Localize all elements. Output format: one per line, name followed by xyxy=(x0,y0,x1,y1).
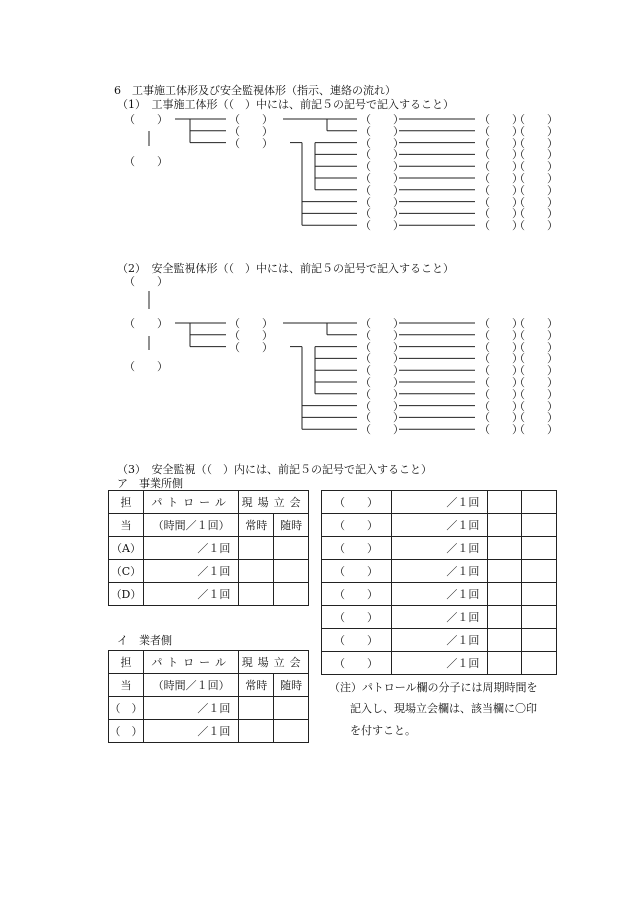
far-paren-box[interactable]: （ ） xyxy=(479,376,523,389)
always-cell[interactable] xyxy=(488,583,522,606)
far-paren-box[interactable]: （ ） xyxy=(479,317,523,330)
right-paren-box[interactable]: （ ） xyxy=(360,136,404,150)
always-cell[interactable] xyxy=(239,720,274,743)
far-paren-box[interactable]: （ ） xyxy=(514,317,558,330)
patrol-cell[interactable]: ／１回 xyxy=(143,560,238,583)
far-paren-box[interactable]: （ ） xyxy=(479,423,523,437)
always-cell[interactable] xyxy=(239,537,274,560)
table-row xyxy=(109,583,309,606)
always-cell[interactable] xyxy=(239,697,274,720)
patrol-cell[interactable]: ／１回 xyxy=(391,560,488,583)
right-paren-box[interactable]: （ ） xyxy=(360,195,404,209)
role-paren-cell[interactable]: （ ） xyxy=(322,491,392,514)
contractor-side-label: イ 業者側 xyxy=(117,634,172,647)
table-row xyxy=(322,491,557,514)
far-paren-box[interactable]: （ ） xyxy=(479,124,523,138)
patrol-cell[interactable]: ／１回 xyxy=(391,652,488,675)
far-paren-box[interactable]: （ ） xyxy=(479,148,523,162)
always-cell[interactable] xyxy=(488,537,522,560)
table-row xyxy=(109,491,309,514)
far-paren-box[interactable]: （ ） xyxy=(479,195,523,209)
middle-paren-box[interactable]: （ ） xyxy=(229,317,273,330)
table-row xyxy=(109,674,309,697)
right-paren-box[interactable]: （ ） xyxy=(360,160,404,174)
right-paren-box[interactable]: （ ） xyxy=(360,317,404,330)
table-row xyxy=(322,583,557,606)
far-paren-box[interactable]: （ ） xyxy=(479,340,523,354)
far-paren-box[interactable]: （ ） xyxy=(479,219,523,233)
right-paren-box[interactable]: （ ） xyxy=(360,411,404,425)
far-paren-box[interactable]: （ ） xyxy=(479,183,523,197)
table-row xyxy=(322,652,557,675)
office-side-label: ア 事業所側 xyxy=(117,477,183,490)
middle-paren-box[interactable]: （ ） xyxy=(229,328,273,342)
col-always: 常時 xyxy=(239,674,274,697)
far-paren-box[interactable]: （ ） xyxy=(514,423,558,437)
far-paren-box[interactable]: （ ） xyxy=(479,136,523,150)
table-row xyxy=(322,537,557,560)
middle-paren-box[interactable]: （ ） xyxy=(229,340,273,354)
always-cell[interactable] xyxy=(488,560,522,583)
right-paren-box[interactable]: （ ） xyxy=(360,364,404,378)
patrol-cell[interactable]: ／１回 xyxy=(391,629,488,652)
left-paren-box[interactable]: （ ） xyxy=(124,317,168,330)
far-paren-box[interactable]: （ ） xyxy=(514,387,558,401)
table-row xyxy=(109,560,309,583)
right-paren-box[interactable]: （ ） xyxy=(360,207,404,221)
col-tan-top: 担 xyxy=(109,651,144,674)
always-cell[interactable] xyxy=(239,560,274,583)
far-paren-box[interactable]: （ ） xyxy=(514,328,558,342)
table-row xyxy=(322,629,557,652)
right-paren-box[interactable]: （ ） xyxy=(360,328,404,342)
role-paren-cell[interactable]: （ ） xyxy=(322,514,392,537)
anytime-cell[interactable] xyxy=(522,652,557,675)
far-paren-box[interactable]: （ ） xyxy=(479,328,523,342)
patrol-cell[interactable]: ／１回 xyxy=(143,583,238,606)
role-paren-cell[interactable]: （ ） xyxy=(322,629,392,652)
anytime-cell[interactable] xyxy=(274,697,309,720)
right-paren-box[interactable]: （ ） xyxy=(360,387,404,401)
col-patrol: パトロール xyxy=(143,651,238,674)
far-paren-box[interactable]: （ ） xyxy=(514,160,558,174)
right-paren-box[interactable]: （ ） xyxy=(360,423,404,437)
far-paren-box[interactable]: （ ） xyxy=(479,160,523,174)
right-paren-box[interactable]: （ ） xyxy=(360,113,404,126)
role-paren-cell[interactable]: （ ） xyxy=(322,537,392,560)
anytime-cell[interactable] xyxy=(274,537,309,560)
right-paren-box[interactable]: （ ） xyxy=(360,183,404,197)
col-time: （時間／１回） xyxy=(143,674,238,697)
col-time: （時間／１回） xyxy=(143,514,238,537)
col-patrol: パトロール xyxy=(143,491,238,514)
middle-paren-box[interactable]: （ ） xyxy=(229,113,273,126)
right-paren-box[interactable]: （ ） xyxy=(360,219,404,233)
right-paren-box[interactable]: （ ） xyxy=(360,352,404,366)
patrol-cell[interactable]: ／１回 xyxy=(143,720,238,743)
col-tan-top: 担 xyxy=(109,491,144,514)
col-anytime: 随時 xyxy=(274,514,309,537)
patrol-cell[interactable]: ／１回 xyxy=(391,537,488,560)
table-row xyxy=(322,606,557,629)
row-label: （ ） xyxy=(109,697,144,720)
middle-paren-box[interactable]: （ ） xyxy=(229,124,273,138)
row-label: （C） xyxy=(109,560,144,583)
far-paren-box[interactable]: （ ） xyxy=(514,172,558,185)
always-cell[interactable] xyxy=(239,583,274,606)
right-paren-box[interactable]: （ ） xyxy=(360,148,404,162)
right-paren-box[interactable]: （ ） xyxy=(360,399,404,413)
patrol-cell[interactable]: ／１回 xyxy=(143,537,238,560)
note-line-2: 記入し、現場立会欄は、該当欄に〇印 xyxy=(350,702,537,715)
far-paren-box[interactable]: （ ） xyxy=(514,113,558,126)
far-paren-box[interactable]: （ ） xyxy=(514,364,558,378)
row-label: （A） xyxy=(109,537,144,560)
always-cell[interactable] xyxy=(488,606,522,629)
part2-heading: （2） 安全監視体形（（ ）中には、前記５の記号で記入すること） xyxy=(117,262,454,275)
far-paren-box[interactable]: （ ） xyxy=(514,411,558,425)
office-side-table xyxy=(108,490,309,606)
col-site: 現場立会 xyxy=(239,491,309,514)
far-paren-box[interactable]: （ ） xyxy=(514,124,558,138)
anytime-cell[interactable] xyxy=(274,720,309,743)
far-paren-box[interactable]: （ ） xyxy=(514,376,558,389)
note-line-3: を付すこと。 xyxy=(350,724,416,737)
anytime-cell[interactable] xyxy=(274,583,309,606)
far-paren-box[interactable]: （ ） xyxy=(514,195,558,209)
col-tan-bottom: 当 xyxy=(109,674,144,697)
patrol-cell[interactable]: ／１回 xyxy=(391,606,488,629)
role-paren-cell[interactable]: （ ） xyxy=(322,606,392,629)
section-title: 6 工事施工体形及び安全監視体形（指示、連絡の流れ） xyxy=(114,84,396,97)
table-row xyxy=(109,537,309,560)
far-paren-box[interactable]: （ ） xyxy=(514,352,558,366)
always-cell[interactable] xyxy=(488,514,522,537)
far-paren-box[interactable]: （ ） xyxy=(479,172,523,185)
right-paren-box[interactable]: （ ） xyxy=(360,172,404,185)
role-paren-cell[interactable]: （ ） xyxy=(322,652,392,675)
anytime-cell[interactable] xyxy=(522,514,557,537)
far-paren-box[interactable]: （ ） xyxy=(514,207,558,221)
anytime-cell[interactable] xyxy=(522,629,557,652)
row-label: （D） xyxy=(109,583,144,606)
right-paren-box[interactable]: （ ） xyxy=(360,376,404,389)
right-paren-box[interactable]: （ ） xyxy=(360,340,404,354)
far-paren-box[interactable]: （ ） xyxy=(514,183,558,197)
col-always: 常時 xyxy=(239,514,274,537)
patrol-cell[interactable]: ／１回 xyxy=(391,583,488,606)
anytime-cell[interactable] xyxy=(274,560,309,583)
anytime-cell[interactable] xyxy=(522,491,557,514)
middle-paren-box[interactable]: （ ） xyxy=(229,136,273,150)
far-paren-box[interactable]: （ ） xyxy=(479,411,523,425)
table-row xyxy=(109,651,309,674)
part3-heading: （3） 安全監視（（ ）内には、前記５の記号で記入すること） xyxy=(117,463,432,476)
far-paren-box[interactable]: （ ） xyxy=(479,399,523,413)
table-row xyxy=(109,720,309,743)
patrol-cell[interactable]: ／１回 xyxy=(143,697,238,720)
far-paren-box[interactable]: （ ） xyxy=(479,207,523,221)
table-row xyxy=(109,514,309,537)
col-tan-bottom: 当 xyxy=(109,514,144,537)
patrol-cell[interactable]: ／１回 xyxy=(391,514,488,537)
table-row xyxy=(109,697,309,720)
role-paren-cell[interactable]: （ ） xyxy=(322,583,392,606)
always-cell[interactable] xyxy=(488,629,522,652)
contractor-side-table xyxy=(108,650,309,743)
right-paren-box[interactable]: （ ） xyxy=(360,124,404,138)
anytime-cell[interactable] xyxy=(522,583,557,606)
col-site: 現場立会 xyxy=(239,651,309,674)
anytime-cell[interactable] xyxy=(522,606,557,629)
note-line-1: （注）パトロール欄の分子には周期時間を xyxy=(329,681,538,694)
table-row xyxy=(322,560,557,583)
anytime-cell[interactable] xyxy=(522,560,557,583)
left-paren-box[interactable]: （ ） xyxy=(124,360,168,373)
far-paren-box[interactable]: （ ） xyxy=(514,399,558,413)
far-paren-box[interactable]: （ ） xyxy=(479,364,523,378)
role-paren-cell[interactable]: （ ） xyxy=(322,560,392,583)
col-anytime: 随時 xyxy=(274,674,309,697)
patrol-cell[interactable]: ／１回 xyxy=(391,491,488,514)
far-paren-box[interactable]: （ ） xyxy=(479,113,523,126)
far-paren-box[interactable]: （ ） xyxy=(514,148,558,162)
anytime-cell[interactable] xyxy=(522,537,557,560)
always-cell[interactable] xyxy=(488,491,522,514)
left-paren-box[interactable]: （ ） xyxy=(124,275,168,288)
row-label: （ ） xyxy=(109,720,144,743)
part1-heading: （1） 工事施工体形（（ ）中には、前記５の記号で記入すること） xyxy=(117,98,454,111)
always-cell[interactable] xyxy=(488,652,522,675)
left-paren-box[interactable]: （ ） xyxy=(124,113,168,126)
far-paren-box[interactable]: （ ） xyxy=(479,352,523,366)
far-paren-box[interactable]: （ ） xyxy=(479,387,523,401)
far-paren-box[interactable]: （ ） xyxy=(514,136,558,150)
right-patrol-table xyxy=(321,490,557,675)
far-paren-box[interactable]: （ ） xyxy=(514,219,558,233)
table-row xyxy=(322,514,557,537)
left-paren-box[interactable]: （ ） xyxy=(124,155,168,168)
far-paren-box[interactable]: （ ） xyxy=(514,340,558,354)
